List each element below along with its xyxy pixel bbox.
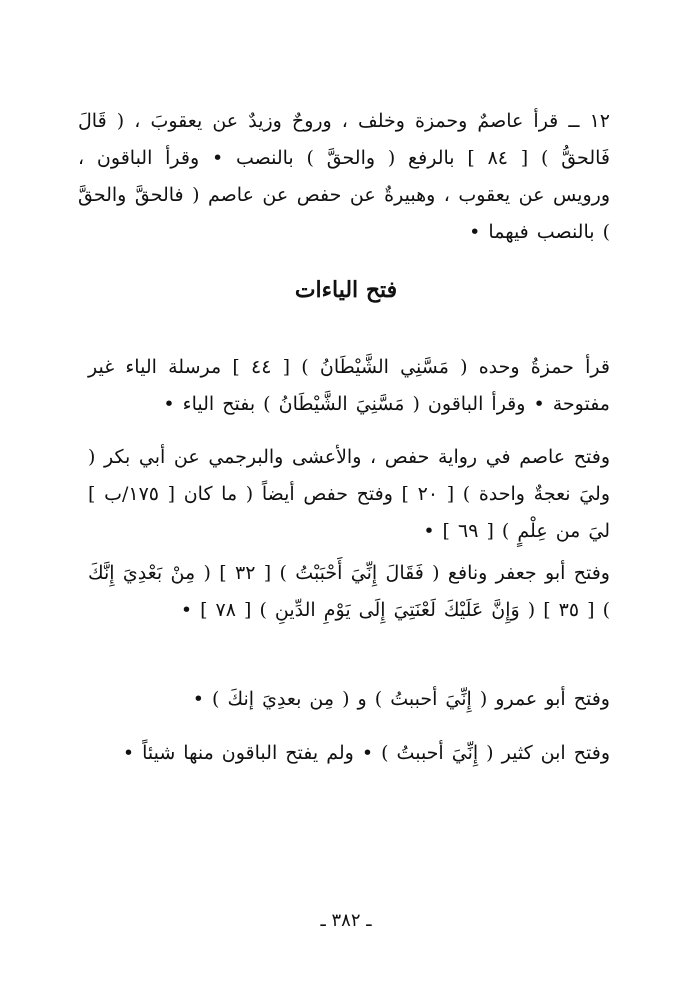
paragraph-abu-jafar-nafi: وفتح أبو جعفر ونافع ( فَقَالَ إِنِّيَ أَحْبَبْتُ ) [ ٣٢ ] ( مِنْ بَعْدِيَ إِنَّكَ ) [ ٣٥ ] ( وَإِنَّ عَلَيْكَ لَعْنَتِيَ إِلَى يَوْمِ الدِّينِ ) [ ٧٨ ] •: [88, 562, 610, 621]
paragraph-asim-hafs: وفتح عاصم في رواية حفص ، والأعشى والبرجمي عن أبي بكر ( وليَ نعجةٌ واحدة ) [ ٢٠ ] وفتح حفص أيضاً ( ما كان [ ١٧٥/ب ] ليَ من عِلْمٍ ) [ ٦٩ ] •: [88, 446, 611, 542]
paragraph-qiraat-12: ١٢ ــ قرأ عاصمٌ وحمزة وخلف ، وروحٌ وزيدٌ عن يعقوبَ ، ( قَالَ فَالحقُّ ) [ ٨٤ ] بالرفع ( والحقَّ ) بالنصب • وقرأ الباقون ، ورويس عن يعقوب ، وهبيرةٌ عن حفص عن عاصم ( فالحقَّ والحقَّ ) بالنصب فيهما •: [78, 110, 610, 243]
page-number: ـ ٣٨٢ ـ: [320, 910, 372, 931]
paragraph-abu-amr: وفتح أبو عمرو ( إِنِّيَ أحببتُ ) و ( مِن بعدِيَ إنكَ ) •: [192, 688, 610, 710]
section-heading: فتح الياءات: [294, 277, 398, 304]
paragraph-hamza: قرأ حمزةُ وحده ( مَسَّنِي الشَّيْطَانُ ) [ ٤٤ ] مرسلة الياء غير مفتوحة • وقرأ الباقون ( مَسَّنِيَ الشَّيْطَانُ ) بفتح الياء •: [88, 356, 610, 415]
paragraph-ibn-kathir: وفتح ابن كثير ( إِنِّيَ أحببتُ ) • ولم يفتح الباقون منها شيئاً •: [122, 742, 610, 764]
